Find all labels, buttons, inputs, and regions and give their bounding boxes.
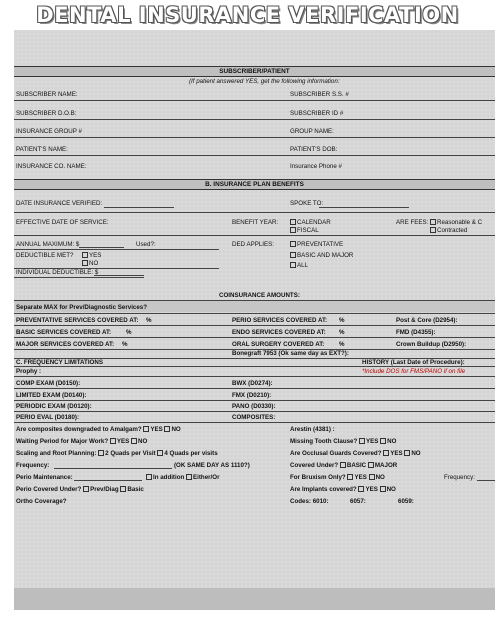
subscriber-id-label: SUBSCRIBER ID #: [290, 110, 344, 117]
oral-pct: %: [339, 341, 345, 348]
missing-tooth-question: Missing Tooth Clause? YES NO: [290, 438, 397, 445]
perio-covered-label: PERIO SERVICES COVERED AT:: [232, 317, 328, 324]
checkbox-icon[interactable]: [368, 462, 374, 468]
composites-label: COMPOSITES:: [232, 414, 276, 421]
preventative-option[interactable]: PREVENTATIVE: [290, 241, 343, 248]
checkbox-icon[interactable]: [290, 219, 296, 225]
bonegraft-label: Bonegraft 7953 (Ok same day as EXT?):: [232, 350, 349, 357]
ortho-question: Ortho Coverage?: [16, 498, 67, 505]
checkbox-icon[interactable]: [347, 474, 353, 480]
annual-max-line[interactable]: [79, 247, 124, 248]
fmx-label: FMX (D0210):: [232, 392, 272, 399]
checkbox-icon[interactable]: [430, 219, 436, 225]
covered-under-question: Covered Under? BASIC MAJOR: [290, 462, 398, 469]
codes-6010-label: Codes: 6010:: [290, 498, 329, 505]
checkbox-icon[interactable]: [146, 474, 152, 480]
reasonable-option[interactable]: Reasonable & C: [430, 219, 482, 226]
subscriber-note: (If patient answered YES, get the following information:: [189, 78, 340, 85]
occlusal-question: Are Occlusal Guards Covered? YES NO: [290, 450, 421, 457]
checkbox-icon[interactable]: [290, 227, 296, 233]
effective-date-label: EFFECTIVE DATE OF SERVICE:: [16, 219, 109, 226]
checkbox-icon[interactable]: [290, 252, 296, 258]
plan-benefits-header: B. INSURANCE PLAN BENEFITS: [14, 179, 495, 190]
divider: [14, 212, 495, 213]
perio-maint-options: In addition Either/Or: [146, 474, 220, 481]
arestin-label: Arestin (4381) :: [290, 426, 335, 433]
fiscal-option[interactable]: FISCAL: [290, 227, 319, 234]
checkbox-icon[interactable]: [383, 450, 389, 456]
divider: [14, 366, 495, 367]
coinsurance-header: COINSURANCE AMOUNTS:: [219, 292, 300, 299]
oral-surgery-label: ORAL SURGERY COVERED AT:: [232, 341, 325, 348]
bruxism-question: For Bruxism Only? YES NO: [290, 474, 385, 481]
footer-bar: [14, 588, 495, 610]
basic-major-option[interactable]: BASIC AND MAJOR: [290, 252, 353, 259]
perio-pct: %: [339, 317, 345, 324]
major-covered-label: MAJOR SERVICES COVERED AT:: [16, 341, 115, 348]
divider: [14, 325, 495, 326]
checkbox-icon[interactable]: [290, 241, 296, 247]
patient-name-label: PATIENT'S NAME:: [16, 146, 68, 153]
prev-pct: %: [146, 317, 152, 324]
waiting-period-question: Waiting Period for Major Work? YES NO: [16, 438, 148, 445]
spoke-to-line[interactable]: [319, 207, 409, 208]
insurance-group-num-label: INSURANCE GROUP #: [16, 128, 82, 135]
divider: [14, 249, 219, 250]
fmd-label: FMD (D4355):: [396, 329, 436, 336]
checkbox-icon[interactable]: [358, 486, 364, 492]
form-title: DENTAL INSURANCE VERIFICATION: [36, 3, 459, 27]
subscriber-dob-label: SUBSCRIBER D.O.B:: [16, 110, 77, 117]
amalgam-question: Are composites downgraded to Amalgam? YES NO: [16, 426, 181, 433]
deductible-no-option[interactable]: NO: [82, 260, 98, 267]
checkbox-icon[interactable]: [404, 450, 410, 456]
divider: [14, 411, 495, 412]
endo-covered-label: ENDO SERVICES COVERED AT:: [232, 329, 326, 336]
deductible-yes-option[interactable]: YES: [82, 252, 101, 259]
checkbox-icon[interactable]: [131, 438, 137, 444]
checkbox-icon[interactable]: [98, 450, 104, 456]
subscriber-header: SUBSCRIBER/PATIENT: [14, 66, 495, 77]
basic-covered-label: BASIC SERVICES COVERED AT:: [16, 329, 112, 336]
divider: [14, 119, 495, 120]
checkbox-icon[interactable]: [369, 474, 375, 480]
prophy-label: Prophy :: [16, 368, 42, 375]
history-header: HISTORY (Last Date of Procedure):: [362, 359, 465, 366]
checkbox-icon[interactable]: [380, 438, 386, 444]
annual-max-label: ANNUAL MAXIMUM: $: [16, 241, 80, 248]
date-verified-label: DATE INSURANCE VERIFIED:: [16, 200, 103, 207]
checkbox-icon[interactable]: [143, 426, 149, 432]
divider: [14, 337, 495, 338]
major-pct: %: [122, 341, 128, 348]
prev-covered-label: PREVENTATIVE SERVICES COVERED AT:: [16, 317, 139, 324]
checkbox-icon[interactable]: [290, 262, 296, 268]
checkbox-icon[interactable]: [157, 450, 163, 456]
checkbox-icon[interactable]: [380, 486, 386, 492]
contracted-option[interactable]: Contracted: [430, 227, 467, 234]
checkbox-icon[interactable]: [186, 474, 192, 480]
divider: [14, 155, 495, 156]
frequency-label: Frequency:: [16, 462, 50, 469]
divider: [14, 400, 495, 401]
divider: [14, 277, 144, 278]
calendar-option[interactable]: CALENDAR: [290, 219, 331, 226]
perio-maintenance-line[interactable]: [74, 480, 142, 481]
spoke-to-label: SPOKE TO:: [290, 200, 324, 207]
checkbox-icon[interactable]: [110, 438, 116, 444]
code-6059-label: 6059:: [398, 498, 414, 505]
individual-deductible-line[interactable]: [94, 275, 144, 276]
checkbox-icon[interactable]: [340, 462, 346, 468]
divider: [14, 100, 495, 101]
frequency-line[interactable]: [54, 468, 172, 469]
divider: [14, 235, 495, 236]
patient-dob-label: PATIENT'S DOB:: [290, 146, 338, 153]
divider: [14, 422, 495, 423]
deductible-met-label: DEDUCTIBLE MET?: [16, 252, 74, 259]
group-name-label: GROUP NAME:: [290, 128, 334, 135]
bwx-label: BWX (D0274):: [232, 380, 273, 387]
scaling-question: Scaling and Root Planning: 2 Quads per Visit 4 Quads per visits: [16, 450, 218, 457]
checkbox-icon[interactable]: [120, 486, 126, 492]
basic-pct: %: [126, 329, 132, 336]
checkbox-icon[interactable]: [359, 438, 365, 444]
history-note: *Include DOS for FMS/PANO if on file: [362, 368, 466, 375]
implants-question: Are Implants covered? YES NO: [290, 486, 396, 493]
all-option[interactable]: ALL: [290, 262, 308, 269]
are-fees-label: ARE FEES:: [396, 219, 429, 226]
perio-eval-label: PERIO EVAL (D0180):: [16, 414, 80, 421]
checkbox-icon[interactable]: [83, 486, 89, 492]
divider: [14, 313, 495, 314]
separate-max-label: Separate MAX for Prev/Diagnostic Services?: [16, 304, 148, 311]
individual-deductible-label: INDIVIDUAL DEDUCTIBLE: $: [16, 269, 99, 276]
checkbox-icon[interactable]: [82, 260, 88, 266]
pano-label: PANO (D0330):: [232, 403, 276, 410]
limited-exam-label: LIMITED EXAM (D0140):: [16, 392, 87, 399]
subscriber-name-label: SUBSCRIBER NAME:: [16, 91, 78, 98]
insurance-co-name-label: INSURANCE CO. NAME:: [16, 163, 87, 170]
endo-pct: %: [339, 329, 345, 336]
date-verified-line[interactable]: [104, 207, 174, 208]
perio-covered-question: Perio Covered Under? Prev/Diag Basic: [16, 486, 144, 493]
periodic-exam-label: PERIODIC EXAM (D0120):: [16, 403, 92, 410]
checkbox-icon[interactable]: [164, 426, 170, 432]
post-core-label: Post & Core (D2954):: [396, 317, 458, 324]
used-label: Used?:: [136, 241, 156, 248]
same-day-label: (OK SAME DAY AS 1110?): [174, 462, 250, 469]
checkbox-icon[interactable]: [82, 252, 88, 258]
comp-exam-label: COMP EXAM (D0150):: [16, 380, 81, 387]
ded-applies-label: DED APPLIES:: [232, 241, 274, 248]
divider: [14, 376, 495, 377]
divider: [14, 137, 495, 138]
subscriber-ss-label: SUBSCRIBER S.S. #: [290, 91, 349, 98]
perio-maintenance-label: Perio Maintenance:: [16, 474, 73, 481]
benefit-year-label: BENEFIT YEAR:: [232, 219, 279, 226]
divider: [14, 388, 495, 389]
crown-buildup-label: Crown Buildup (D2950):: [396, 341, 467, 348]
code-6057-label: 6057:: [350, 498, 366, 505]
form-page: [14, 30, 495, 610]
checkbox-icon[interactable]: [430, 227, 436, 233]
insurance-phone-label: Insurance Phone #: [290, 163, 342, 170]
frequency2-line[interactable]: [477, 480, 495, 481]
frequency-header: C. FREQUENCY LIMITATIONS: [16, 359, 103, 366]
frequency2-label: Frequency:: [444, 474, 475, 481]
